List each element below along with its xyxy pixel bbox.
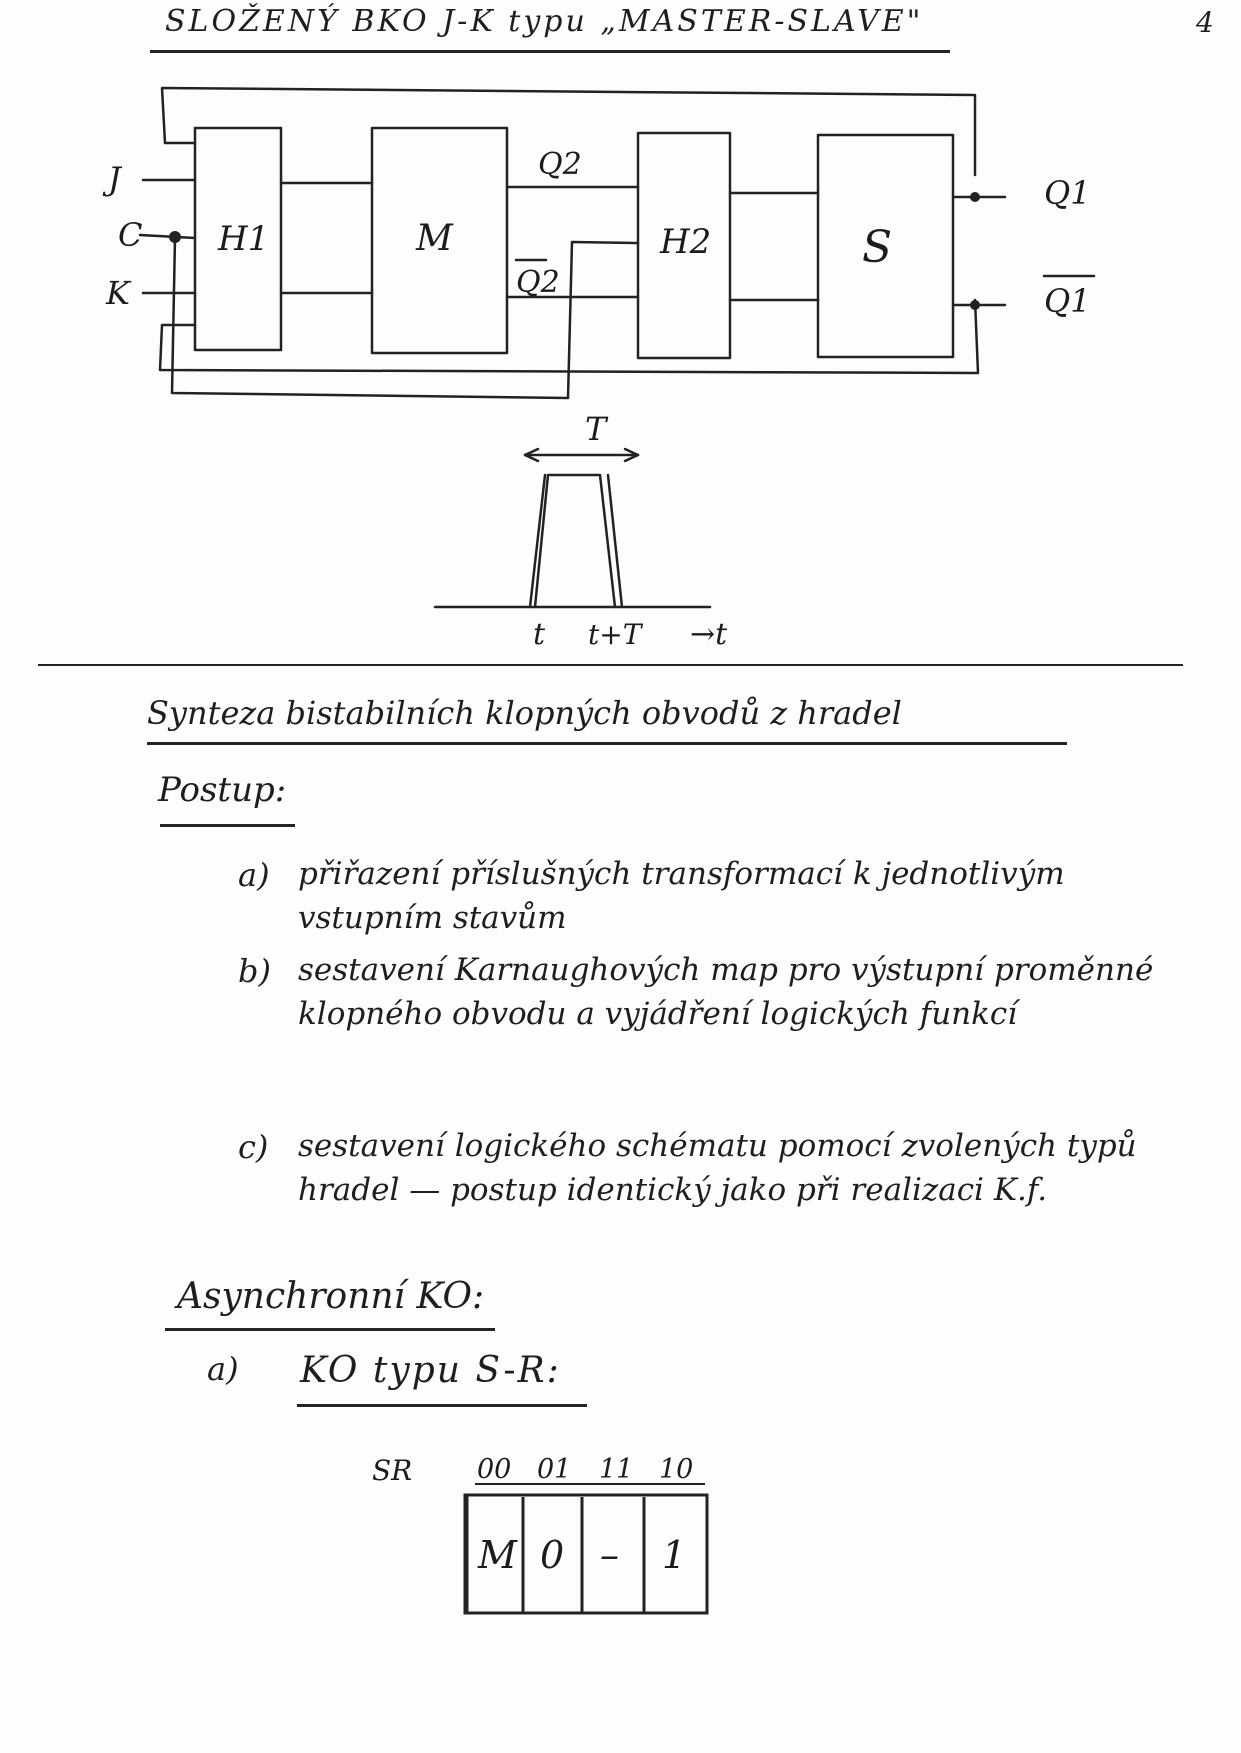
clock-pulse — [535, 475, 615, 607]
label-q2: Q2 — [538, 147, 582, 182]
time-label-t: t — [533, 617, 546, 652]
label-q1-bar: Q1 — [1044, 282, 1091, 320]
step-text: přiřazení příslušných transformací k jednotlivým vstupním stavům — [298, 856, 1065, 936]
step-marker: c) — [238, 1128, 269, 1166]
subsection-marker: a) — [207, 1350, 239, 1388]
kmap-column-header: 11 — [599, 1454, 634, 1485]
time-axis-label: →t — [690, 617, 728, 652]
kmap-column-header: 00 — [477, 1454, 512, 1485]
async-heading: Asynchronní KO: — [177, 1276, 485, 1317]
kmap-cell: M — [478, 1533, 517, 1577]
step-marker: a) — [238, 856, 270, 894]
label-q1: Q1 — [1044, 174, 1091, 212]
master-slave-diagram — [0, 0, 1241, 700]
input-wire-c — [140, 235, 195, 238]
section-separator — [38, 664, 1183, 666]
label-q2-bar: Q2 — [516, 265, 560, 300]
kmap-variable-label: SR — [372, 1454, 413, 1487]
karnaugh-map — [360, 1440, 720, 1620]
procedure-heading: Postup: — [158, 770, 287, 810]
input-label-c: C — [118, 216, 143, 254]
clock-wire — [172, 238, 638, 398]
synthesis-title: Synteza bistabilních klopných obvodů z hradel — [147, 694, 902, 732]
async-heading-underline — [165, 1328, 495, 1331]
block-label-h1: H1 — [218, 219, 270, 259]
kmap-cell: 0 — [540, 1533, 565, 1577]
kmap-column-header: 10 — [659, 1454, 694, 1485]
q1-bar-junction — [970, 300, 980, 310]
kmap-cell: – — [600, 1533, 619, 1577]
input-label-j: J — [108, 160, 121, 198]
time-label-t-plus-t: t+T — [588, 618, 642, 651]
kmap-cell: 1 — [662, 1533, 687, 1577]
clock-junction — [169, 231, 181, 243]
procedure-heading-underline — [160, 824, 295, 827]
q1-junction — [970, 192, 980, 202]
kmap-column-header: 01 — [537, 1454, 572, 1485]
input-label-k: K — [106, 274, 130, 312]
page-title: SLOŽENÝ BKO J-K typu „MASTER-SLAVE" — [165, 4, 924, 39]
subsection-title: KO typu S-R: — [300, 1350, 561, 1391]
block-label-h2: H2 — [660, 222, 712, 262]
step-marker: b) — [238, 952, 271, 990]
synthesis-title-underline — [147, 742, 1067, 745]
step-text: sestavení logického schématu pomocí zvolených typů hradel — postup identický jako při realizaci K.f. — [298, 1128, 1137, 1208]
block-label-s: S — [862, 222, 893, 273]
pulse-width-label: T — [585, 410, 607, 448]
page-number: 4 — [1196, 6, 1214, 39]
block-label-m: M — [416, 218, 453, 259]
step-text: sestavení Karnaughových map pro výstupní proměnné klopného obvodu a vyjádření logických funkcí — [298, 952, 1154, 1032]
pulse-edge-tt — [608, 475, 622, 607]
subsection-title-underline — [297, 1404, 587, 1407]
